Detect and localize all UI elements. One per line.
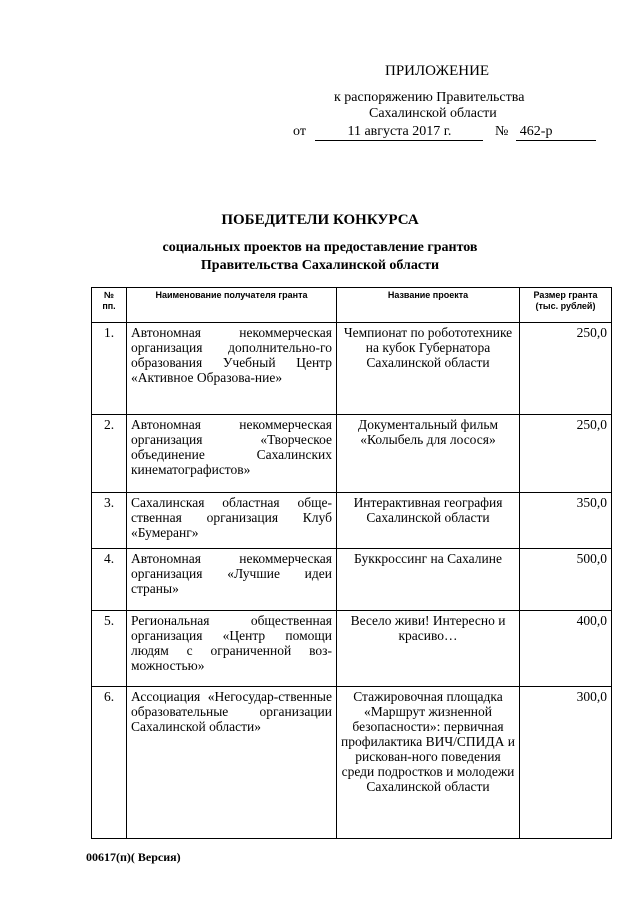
project-name: Интерактивная география Сахалинской области — [337, 493, 520, 549]
row-number: 4. — [92, 549, 127, 611]
appendix-label: ПРИЛОЖЕНИЕ — [385, 63, 490, 79]
table-row — [92, 687, 612, 839]
number-label: № — [494, 124, 509, 139]
row-number: 6. — [92, 687, 127, 839]
recipient-name: Ассоциация «Негосудар-ственные образовательные организации Сахалинской области» — [127, 687, 337, 839]
recipient-name: Сахалинская областная обще-ственная организация Клуб «Бумеранг» — [127, 493, 337, 549]
row-number: 5. — [92, 611, 127, 687]
header-grant-size: Размер гранта (тыс. рублей) — [520, 288, 612, 323]
header-number: № пп. — [92, 288, 127, 323]
project-name: Весело живи! Интересно и красиво… — [337, 611, 520, 687]
from-label: от — [293, 124, 306, 139]
subtitle-line2: Правительства Сахалинской области — [200, 258, 440, 273]
grant-size: 500,0 — [520, 549, 612, 611]
recipient-name: Автономная некоммерческая организация дополнительно-го образования Учебный Центр «Активное Образова-ние» — [127, 323, 337, 415]
grant-size: 250,0 — [520, 415, 612, 493]
grant-size: 300,0 — [520, 687, 612, 839]
table-header-row — [92, 288, 612, 323]
row-number: 2. — [92, 415, 127, 493]
header-project: Название проекта — [337, 288, 520, 323]
table-row — [92, 415, 612, 493]
subtitle-line1: социальных проектов на предоставление грантов — [162, 240, 478, 255]
header-recipient: Наименование получателя гранта — [127, 288, 337, 323]
grant-size: 250,0 — [520, 323, 612, 415]
grants-table — [91, 287, 612, 839]
project-name: Буккроссинг на Сахалине — [337, 549, 520, 611]
order-reference-line2: Сахалинской области — [369, 106, 497, 121]
order-reference-line1: к распоряжению Правительства — [334, 90, 525, 105]
project-name: Документальный фильм «Колыбель для лосося» — [337, 415, 520, 493]
recipient-name: Автономная некоммерческая организация «Творческое объединение Сахалинских кинематографистов» — [127, 415, 337, 493]
order-date: 11 августа 2017 г. — [315, 124, 483, 141]
grant-size: 350,0 — [520, 493, 612, 549]
table-row — [92, 611, 612, 687]
project-name: Стажировочная площадка «Маршрут жизненной безопасности»: первичная профилактика ВИЧ/СПИДА и рискован-ного поведения среди подростков и молодежи Сахалинской области — [337, 687, 520, 839]
project-name: Чемпионат по робототехнике на кубок Губернатора Сахалинской области — [337, 323, 520, 415]
table-row — [92, 493, 612, 549]
grant-size: 400,0 — [520, 611, 612, 687]
recipient-name: Региональная общественная организация «Центр помощи людям с ограниченной воз-можностью» — [127, 611, 337, 687]
table-row — [92, 549, 612, 611]
page-title: ПОБЕДИТЕЛИ КОНКУРСА — [221, 212, 419, 228]
table-row — [92, 323, 612, 415]
order-date-row — [293, 124, 596, 141]
recipient-name: Автономная некоммерческая организация «Лучшие идеи страны» — [127, 549, 337, 611]
order-number: 462-р — [516, 124, 596, 141]
row-number: 1. — [92, 323, 127, 415]
row-number: 3. — [92, 493, 127, 549]
document-code-footer: 00617(п)( Версия) — [86, 850, 181, 864]
